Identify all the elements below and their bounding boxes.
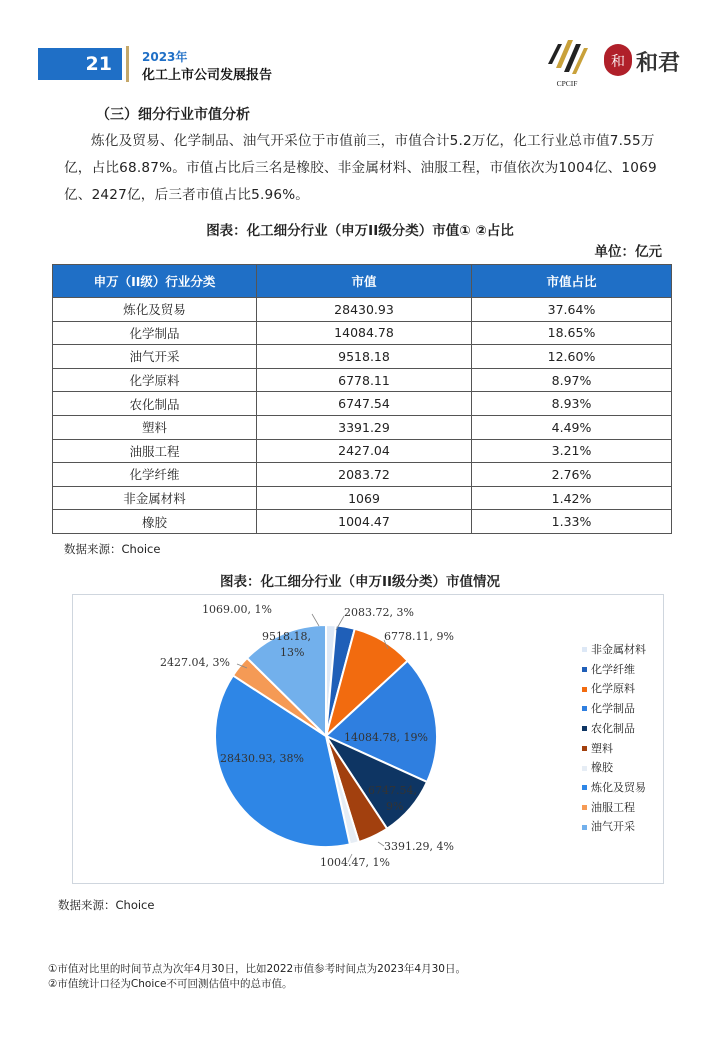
legend-label: 非金属材料 [591,643,646,656]
section-title: （三）细分行业市值分析 [96,107,250,123]
hejun-logo [604,44,704,80]
legend-swatch [582,825,587,830]
cell-value: 6778.11 [257,368,472,392]
cell-industry: 塑料 [53,415,257,439]
legend-label: 化学制品 [591,702,635,716]
legend-swatch [582,726,587,731]
footnotes [48,962,466,992]
table-row [53,463,672,487]
legend-item-6 [582,739,646,759]
analysis-paragraph: 炼化及贸易、化学制品、油气开采位于市值前三，市值合计5.2万亿，化工行业总市值7.55万亿，占比68.87%。市值占比后三名是橡胶、非金属材料、油服工程，市值依次为1004亿、1069亿、2427亿，后三者市值占比5.96%。 [64,133,657,203]
cell-industry: 化学原料 [53,368,257,392]
data-label-8: 28430.93, 38% [220,752,304,765]
cell-value: 9518.18 [257,345,472,369]
chart-legend [582,640,646,837]
cell-industry: 油气开采 [53,345,257,369]
cell-value: 2083.72 [257,463,472,487]
cell-share: 2.76% [472,463,672,487]
chart-source: 数据来源：Choice [58,898,155,912]
legend-label: 塑料 [591,741,613,755]
table-row [53,345,672,369]
table-row [53,510,672,534]
leader-line-1 [312,614,319,626]
table-row [53,439,672,463]
cell-industry: 油服工程 [53,439,257,463]
legend-item-3 [582,679,646,699]
legend-label: 化学纤维 [591,662,635,676]
cell-value: 1004.47 [257,510,472,534]
legend-item-4 [582,699,646,719]
cell-industry: 炼化及贸易 [53,298,257,322]
legend-swatch [582,746,587,751]
page-header [38,46,681,88]
legend-label: 化学原料 [591,682,635,696]
table-row [53,415,672,439]
report-title: 化工上市公司发展报告 [142,68,273,83]
data-label-1: 1069.00, 1% [202,603,272,616]
cell-share: 8.97% [472,368,672,392]
cell-share: 1.33% [472,510,672,534]
table-row [53,298,672,322]
table-row [53,321,672,345]
table-figure-title: 图表：化工细分行业（申万II级分类）市值① ②占比 [206,223,514,239]
data-label-5: 6747.54, 9% [368,784,417,813]
cpcif-logo-text: CPCIF [556,79,578,88]
legend-item-1 [582,640,646,660]
report-year: 2023年 [142,50,188,64]
legend-swatch [582,667,587,672]
cell-industry: 农化制品 [53,392,257,416]
legend-item-8 [582,778,646,798]
table-header-row [53,265,672,298]
market-value-table [52,264,672,534]
hejun-logo-text: 和君 [636,51,681,76]
footnote-2: ②市值统计口径为Choice不可回测估值中的总市值。 [48,978,293,990]
cell-value: 3391.29 [257,415,472,439]
cell-share: 12.60% [472,345,672,369]
cell-share: 4.49% [472,415,672,439]
legend-item-10 [582,817,646,837]
cell-share: 37.64% [472,298,672,322]
table-source: 数据来源：Choice [64,542,161,556]
legend-swatch [582,766,587,771]
cell-industry: 橡胶 [53,510,257,534]
data-label-6: 3391.29, 4% [384,840,454,853]
legend-label: 油服工程 [591,800,635,814]
cell-share: 1.42% [472,486,672,510]
legend-label: 农化制品 [591,721,635,735]
legend-item-2 [582,660,646,680]
table-row [53,486,672,510]
cell-industry: 化学制品 [53,321,257,345]
legend-item-5 [582,719,646,739]
cpcif-logo [540,34,594,90]
table-unit: 单位：亿元 [594,244,662,260]
table-row [53,368,672,392]
data-label-4: 14084.78, 19% [344,731,428,744]
pie-chart [72,594,664,884]
legend-label: 油气开采 [591,820,635,834]
data-label-7: 1004.47, 1% [320,856,390,869]
cell-share: 18.65% [472,321,672,345]
legend-swatch [582,785,587,790]
hejun-seal-icon [604,44,632,76]
header-share: 市值占比 [472,265,672,298]
chart-figure-title: 图表：化工细分行业（申万II级分类）市值情况 [219,574,501,590]
legend-swatch [582,805,587,810]
cell-value: 28430.93 [257,298,472,322]
cell-share: 8.93% [472,392,672,416]
cell-industry: 化学纤维 [53,463,257,487]
legend-swatch [582,687,587,692]
cell-value: 1069 [257,486,472,510]
hejun-seal-char: 和 [611,54,625,70]
data-label-3: 6778.11, 9% [384,630,454,643]
footnote-1: ①市值对比里的时间节点为次年4月30日，比如2022市值参考时间点为2023年4月30日。 [48,963,466,975]
legend-item-9 [582,798,646,818]
legend-label: 橡胶 [591,761,613,775]
legend-label: 炼化及贸易 [591,780,646,794]
header-market-value: 市值 [257,265,472,298]
page-number: 21 [38,48,122,80]
legend-swatch [582,706,587,711]
data-label-2: 2083.72, 3% [344,606,414,619]
cell-value: 14084.78 [257,321,472,345]
cell-industry: 非金属材料 [53,486,257,510]
legend-item-7 [582,758,646,778]
legend-swatch [582,647,587,652]
table-row [53,392,672,416]
cell-value: 2427.04 [257,439,472,463]
data-label-10: 9518.18, 13% [262,630,311,659]
data-label-9: 2427.04, 3% [160,656,230,669]
header-divider [126,46,129,82]
cell-value: 6747.54 [257,392,472,416]
cell-share: 3.21% [472,439,672,463]
header-industry: 申万（II级）行业分类 [53,265,257,298]
